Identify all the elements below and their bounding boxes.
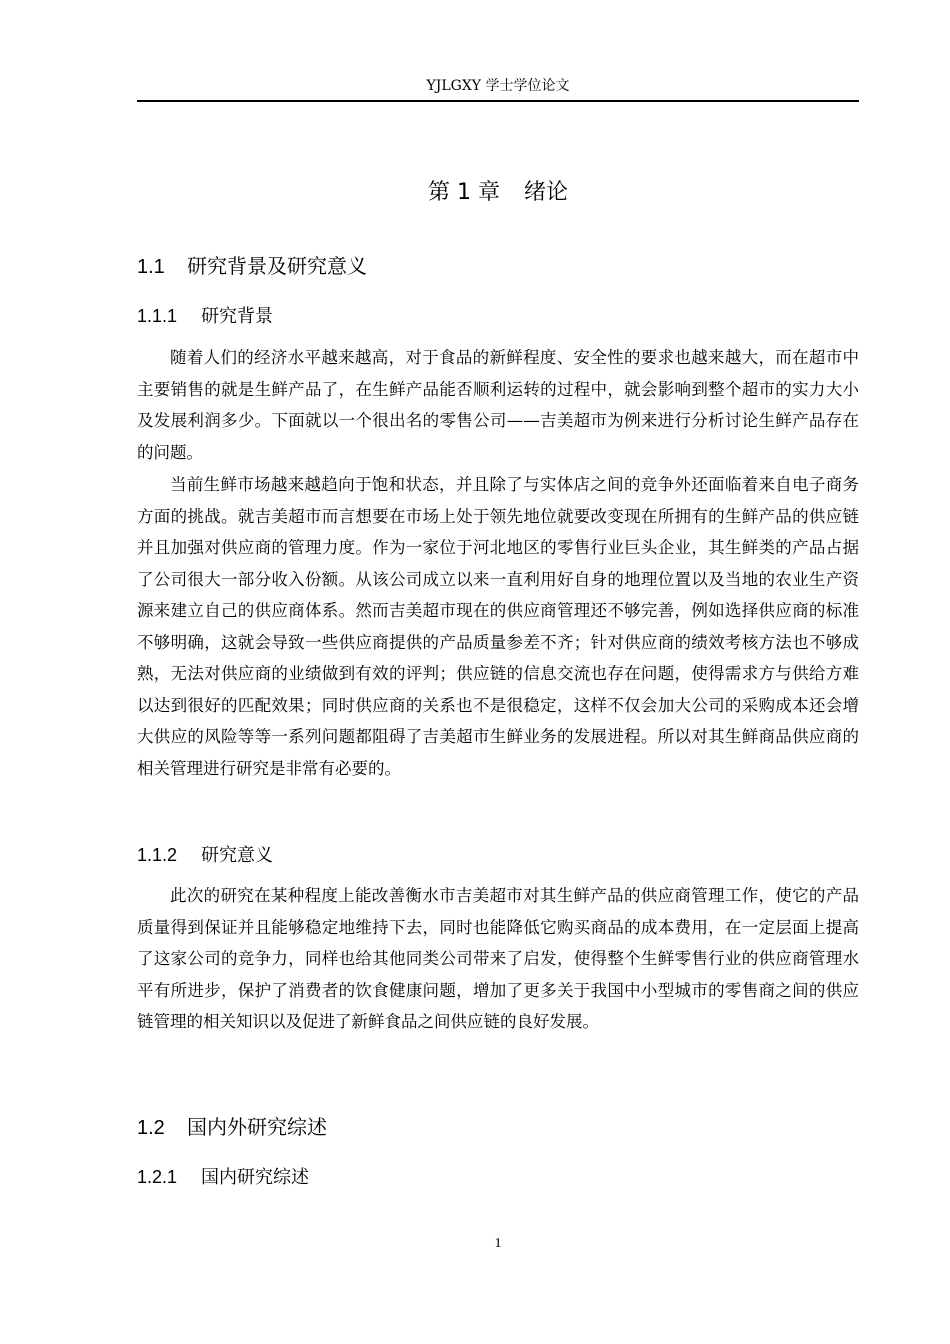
subsection-heading-1-1-2 xyxy=(137,842,859,869)
subsection-heading-1-2-1 xyxy=(137,1164,859,1191)
subsection-title: 研究意义 xyxy=(201,845,273,866)
running-header: YJLGXY 学士学位论文 xyxy=(426,78,570,94)
header-rule xyxy=(137,100,859,102)
section-title: 研究背景及研究意义 xyxy=(187,254,367,278)
section-title: 国内外研究综述 xyxy=(187,1115,327,1139)
chapter-title-text: 绪论 xyxy=(523,180,568,205)
subsection-number: 1.1.2 xyxy=(137,845,178,865)
section-heading-1-2 xyxy=(137,1113,859,1142)
chapter-number: 第 1 章 xyxy=(428,180,500,205)
section-heading-1-1 xyxy=(137,252,859,281)
paragraph-background-2: 当前生鲜市场越来越趋向于饱和状态，并且除了与实体店之间的竞争外还面临着来自电子商务方面的挑战。就吉美超市而言想要在市场上处于领先地位就要改变现在所拥有的生鲜产品的供应链并且加强对供应商的管理力度。作为一家位于河北地区的零售行业巨头企业，其生鲜类的产品占据了公司很大一部分收入份额。从该公司成立以来一直利用好自身的地理位置以及当地的农业生产资源来建立自己的供应商体系。然而吉美超市现在的供应商管理还不够完善，例如选择供应商的标准不够明确，这就会导致一些供应商提供的产品质量参差不齐；针对供应商的绩效考核方法也不够成熟，无法对供应商的业绩做到有效的评判；供应链的信息交流也存在问题，使得需求方与供给方难以达到很好的匹配效果；同时供应商的关系也不是很稳定，这样不仅会加大公司的采购成本还会增大供应的风险等等一系列问题都阻碍了吉美超市生鲜业务的发展进程。所以对其生鲜商品供应商的相关管理进行研究是非常有必要的。 xyxy=(137,475,859,778)
paragraph-background-1: 随着人们的经济水平越来越高，对于食品的新鲜程度、安全性的要求也越来越大，而在超市中主要销售的就是生鲜产品了，在生鲜产品能否顺利运转的过程中，就会影响到整个超市的实力大小及发展利润多少。下面就以一个很出名的零售公司——吉美超市为例来进行分析讨论生鲜产品存在的问题。 xyxy=(137,348,859,462)
chapter-title xyxy=(137,178,859,208)
page-number: 1 xyxy=(494,1236,502,1251)
paragraph-significance: 此次的研究在某种程度上能改善衡水市吉美超市对其生鲜产品的供应商管理工作，使它的产品质量得到保证并且能够稳定地维持下去，同时也能降低它购买商品的成本费用，在一定层面上提高了这家公司的竞争力，同样也给其他同类公司带来了启发，使得整个生鲜零售行业的供应商管理水平有所进步，保护了消费者的饮食健康问题，增加了更多关于我国中小型城市的零售商之间的供应链管理的相关知识以及促进了新鲜食品之间供应链的良好发展。 xyxy=(137,886,859,1031)
subsection-title: 国内研究综述 xyxy=(201,1167,309,1188)
subsection-number: 1.2.1 xyxy=(137,1167,178,1187)
section-number: 1.1 xyxy=(137,256,165,278)
subsection-number: 1.1.1 xyxy=(137,306,178,326)
section-number: 1.2 xyxy=(137,1117,165,1139)
subsection-title: 研究背景 xyxy=(201,306,273,327)
subsection-heading-1-1-1 xyxy=(137,303,859,330)
